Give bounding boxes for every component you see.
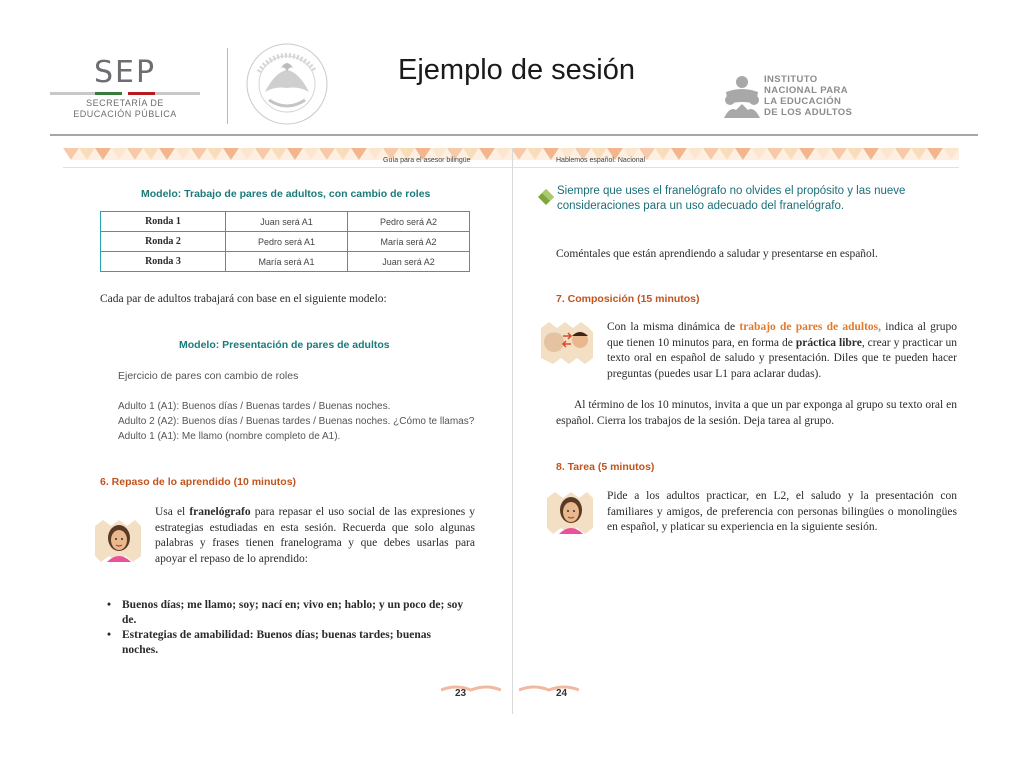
round-name: Ronda 2 (101, 232, 226, 252)
list-item: • Estrategias de amabilidad: Buenos días; buenas tardes; buenas noches. (105, 628, 465, 658)
header-rule (50, 134, 978, 136)
inea-line-3: LA EDUCACIÓN (764, 96, 842, 107)
table-row (101, 232, 470, 252)
book-spread (63, 148, 959, 714)
pairs-intro: Cada par de adultos trabajará con base en el siguiente modelo: (100, 293, 387, 305)
section-7-paragraph-1 (607, 320, 957, 382)
inea-logo-text (764, 74, 852, 118)
dialog-line-1: Adulto 1 (A1): Buenos días / Buenas tardes / Buenas noches. (118, 401, 391, 412)
dialog-line-3: Adulto 1 (A1): Me llamo (nombre completo de A1). (118, 431, 341, 442)
model-2-heading: Modelo: Presentación de pares de adultos (179, 339, 390, 351)
page-number-right: 24 (556, 688, 568, 699)
table-row (101, 252, 470, 272)
round-a2: Juan será A2 (348, 252, 470, 272)
inea-people-icon (722, 74, 762, 120)
dialog-block (118, 399, 498, 444)
right-page (519, 148, 959, 714)
list-item: • Buenos días; me llamo; soy; nací en; vivo en; hablo; y un poco de; soy de. (105, 598, 465, 628)
model-1-heading: Modelo: Trabajo de pares de adultos, con cambio de roles (141, 188, 431, 200)
section-7-paragraph-2: Al término de los 10 minutos, invita a que un par exponga al grupo su texto oral en español. Cierra los trabajos de la sesión. Deja tarea al grupo. (556, 399, 957, 427)
round-a1: María será A1 (226, 252, 348, 272)
national-seal-icon (245, 42, 329, 126)
page-number-ornament (441, 684, 501, 694)
section-8-paragraph: Pide a los adultos practicar, en L2, el saludo y la presentación con familiares y amigos, de preferencia con personas bilingües o monolingües en español, y platicar su experiencia en la siguiente sesión. (607, 490, 957, 533)
left-page (63, 148, 503, 714)
s6-text-2: para repasar el uso social de las expresiones y estrategias estudiadas en esta sesión. Recuerda que solo algunas palabras y frases tienen franelograma y que debes usarlas para apoyar el repaso de lo aprendido: (155, 506, 475, 565)
left-running-head: Guía para el asesor bilingüe (383, 157, 471, 164)
s7-bold-practica-libre: práctica libre (795, 336, 862, 349)
s7-text-2: indica al grupo que tienen 10 minutos para, en forma de (607, 321, 957, 349)
woman-avatar-icon (545, 488, 595, 536)
woman-avatar-icon (93, 516, 143, 564)
table-row (101, 212, 470, 232)
sep-logo-subtitle-1: SECRETARÍA DE (86, 98, 164, 108)
page-number-left: 23 (455, 688, 467, 699)
section-6-paragraph (155, 505, 475, 567)
pencil-icon (535, 186, 557, 208)
section-6-bullets (105, 598, 465, 658)
dialog-line-2: Adulto 2 (A2): Buenos días / Buenas tardes / Buenas noches. ¿Cómo te llamas? (118, 416, 475, 427)
s6-text-1: Usa el (155, 506, 190, 518)
right-running-head: Hablemos español. Nacional (556, 157, 646, 164)
rounds-table (100, 211, 470, 272)
inea-line-2: NACIONAL PARA (764, 85, 849, 96)
exercise-title: Ejercicio de pares con cambio de roles (118, 370, 299, 382)
s7-highlight-pares: trabajo de pares de adultos, (739, 321, 882, 333)
inea-line-1: INSTITUTO (764, 74, 818, 85)
logo-divider (227, 48, 228, 124)
round-name: Ronda 1 (101, 212, 226, 232)
sep-logo (50, 55, 200, 120)
round-name: Ronda 3 (101, 252, 226, 272)
s7-text-1: Con la misma dinámica de (607, 321, 740, 333)
section-8-title: 8. Tarea (5 minutos) (556, 461, 655, 473)
round-a2: Pedro será A2 (348, 212, 470, 232)
inea-logo (722, 74, 872, 124)
round-a1: Pedro será A1 (226, 232, 348, 252)
section-6-title: 6. Repaso de lo aprendido (10 minutos) (100, 476, 297, 488)
slide-title: Ejemplo de sesión (398, 54, 635, 86)
book-spine (512, 148, 513, 714)
sep-logo-subtitle-2: EDUCACIÓN PÚBLICA (73, 109, 177, 119)
franelografo-tip: Siempre que uses el franelógrafo no olvides el propósito y las nueve consideraciones para un uso adecuado del franelógrafo. (557, 185, 906, 212)
two-adults-avatar-icon (539, 318, 595, 366)
slide-header (0, 0, 1024, 140)
s6-bold-franelografo: franelógrafo (189, 506, 251, 518)
s7-text-3: , crear y practicar un texto oral en español de saludo y presentación. Diles que te pueden hacer preguntas (puedes usar L1 para aclarar dudas). (607, 336, 958, 380)
section-7-title: 7. Composición (15 minutos) (556, 293, 700, 305)
inea-line-4: DE LOS ADULTOS (764, 107, 853, 118)
round-a2: María será A2 (348, 232, 470, 252)
sep-logo-tricolor-line (50, 92, 200, 95)
page-number-ornament (519, 684, 579, 694)
sep-logo-word: SEP (93, 55, 157, 90)
comment-line: Coméntales que están aprendiendo a saludar y presentarse en español. (556, 248, 878, 260)
round-a1: Juan será A1 (226, 212, 348, 232)
